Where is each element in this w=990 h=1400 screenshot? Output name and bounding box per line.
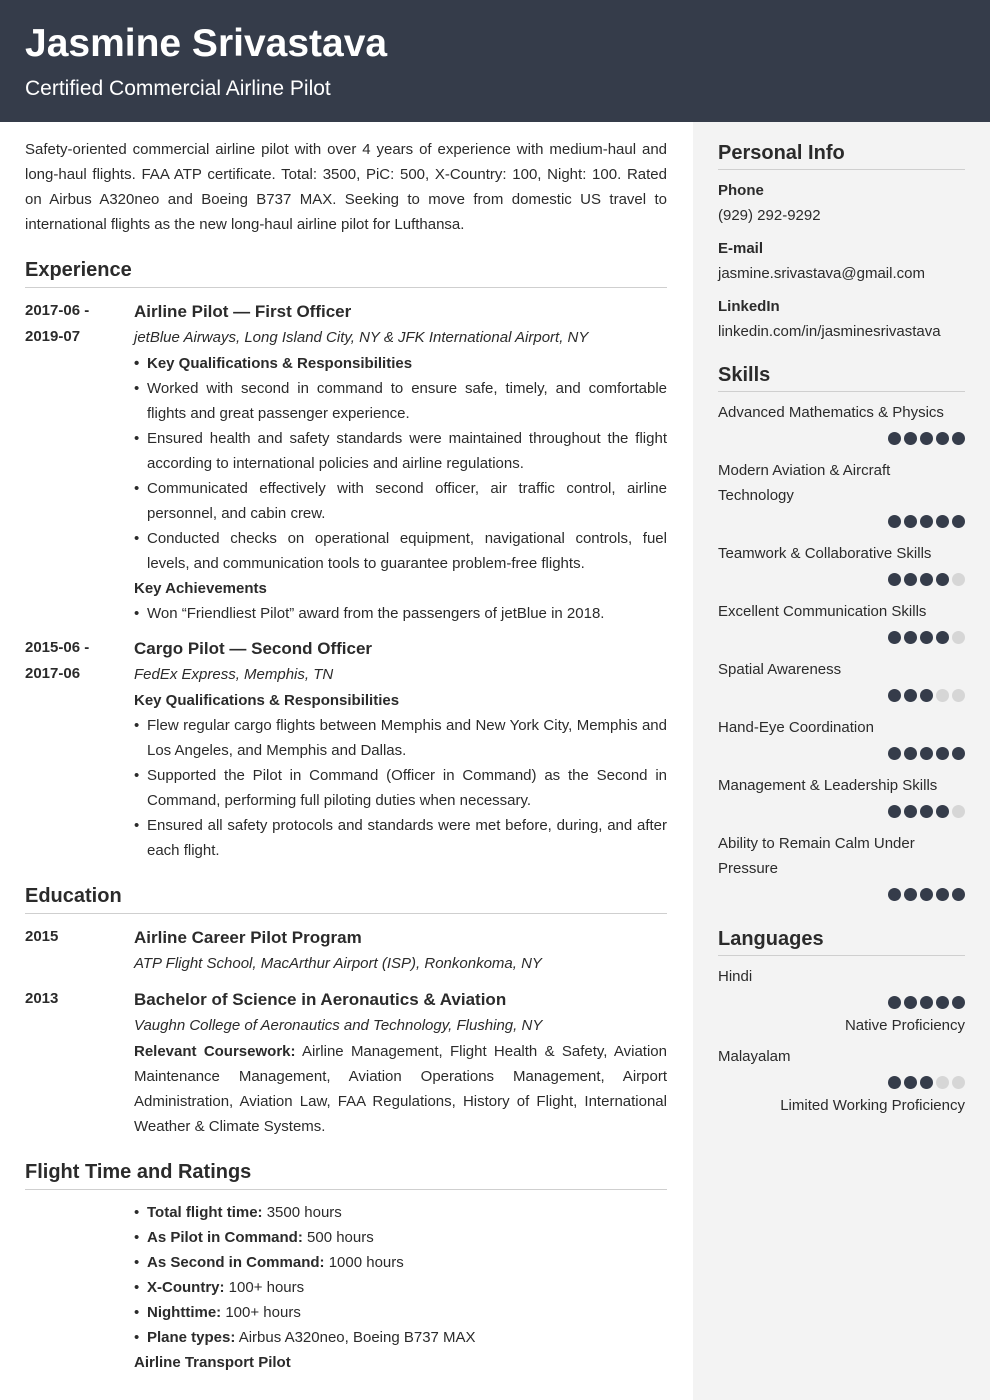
skill-item (718, 458, 965, 532)
flight-time-item: • Nighttime: 100+ hours (134, 1300, 667, 1325)
school-name: ATP Flight School, MacArthur Airport (ISP), Ronkonkoma, NY (134, 955, 542, 972)
rating-dot-empty (936, 1076, 949, 1089)
flight-time-item: • As Pilot in Command: 500 hours (134, 1225, 667, 1250)
degree-title: Airline Career Pilot Program (134, 928, 362, 947)
education-year: 2015 (25, 928, 59, 945)
skill-name: Advanced Mathematics & Physics (718, 404, 944, 421)
rating-dot-filled (936, 631, 949, 644)
skill-item (718, 773, 965, 822)
education-heading: Education (25, 883, 667, 914)
rating-dot-filled (888, 515, 901, 528)
job-date-start: 2017-06 - (25, 302, 90, 319)
languages-heading: Languages (718, 926, 965, 956)
skill-item (718, 541, 965, 590)
language-level: Native Proficiency (844, 1017, 965, 1034)
rating-dot-filled (920, 573, 933, 586)
skill-item (718, 400, 965, 449)
resume-header (0, 0, 990, 122)
rating-dot-filled (888, 996, 901, 1009)
rating-dot-empty (952, 1076, 965, 1089)
coursework-label: Relevant Coursework: (134, 1043, 296, 1060)
rating-dot-filled (904, 573, 917, 586)
education-year: 2013 (25, 990, 59, 1007)
skill-name: Management & Leadership Skills (718, 777, 938, 794)
skill-name: Hand-Eye Coordination (718, 719, 874, 736)
linkedin-label: LinkedIn (718, 298, 780, 315)
skill-rating (718, 427, 965, 449)
flight-time-heading: Flight Time and Ratings (25, 1159, 667, 1190)
rating-dot-filled (904, 432, 917, 445)
candidate-title: Certified Commercial Airline Pilot (25, 77, 331, 100)
sidebar (718, 140, 965, 1124)
language-level: Limited Working Proficiency (780, 1097, 965, 1114)
rating-dot-empty (952, 573, 965, 586)
achievement-item: • Won “Friendliest Pilot” award from the passengers of jetBlue in 2018. (134, 601, 667, 626)
rating-dot-filled (920, 888, 933, 901)
coursework-list: Airline Management, Flight Health & Safety, Aviation Maintenance Management, Aviation Operations Management, Airport Administration, Aviation Law, FAA Regulations, History of Flight, International Weather & Climate Systems. (134, 1043, 667, 1135)
rating-dot-filled (952, 996, 965, 1009)
skill-name: Excellent Communication Skills (718, 603, 927, 620)
rating-dot-filled (904, 747, 917, 760)
rating-dot-filled (888, 689, 901, 702)
language-rating (718, 1071, 965, 1093)
job-title: Airline Pilot — First Officer (134, 302, 352, 321)
rating-dot-filled (936, 996, 949, 1009)
rating-dot-empty (952, 805, 965, 818)
skill-rating (718, 800, 965, 822)
flight-time-item: • Total flight time: 3500 hours (134, 1200, 667, 1225)
responsibility-item: • Worked with second in command to ensure safe, timely, and comfortable flights and great passenger experience. (134, 376, 667, 426)
responsibility-item: • Flew regular cargo flights between Memphis and New York City, Memphis and Los Angeles, and Memphis and Dallas. (134, 713, 667, 763)
rating-dot-filled (936, 573, 949, 586)
flight-time-entry (25, 1200, 667, 1375)
rating-dot-filled (888, 432, 901, 445)
job-company: FedEx Express, Memphis, TN (134, 666, 334, 683)
job-company: jetBlue Airways, Long Island City, NY & JFK International Airport, NY (134, 329, 589, 346)
rating-dot-filled (904, 631, 917, 644)
rating-dot-filled (904, 996, 917, 1009)
language-name: Hindi (718, 968, 753, 985)
responsibility-item: • Conducted checks on operational equipment, navigational controls, fuel levels, and communication tools to guarantee problem-free flights. (134, 526, 667, 576)
rating-dot-filled (904, 515, 917, 528)
rating-dot-filled (952, 747, 965, 760)
rating-dot-filled (888, 1076, 901, 1089)
responsibility-item: • Supported the Pilot in Command (Officer in Command) as the Second in Command, performing full piloting duties when necessary. (134, 763, 667, 813)
skill-rating (718, 626, 965, 648)
responsibilities-heading: • Key Qualifications & Responsibilities (134, 351, 667, 376)
flight-time-item: • X-Country: 100+ hours (134, 1275, 667, 1300)
phone-value: (929) 292-9292 (718, 207, 821, 224)
job-date-start: 2015-06 - (25, 639, 90, 656)
rating-dot-filled (920, 996, 933, 1009)
flight-time-item: • Plane types: Airbus A320neo, Boeing B737 MAX (134, 1325, 667, 1350)
job-dates (25, 298, 134, 626)
job-title: Cargo Pilot — Second Officer (134, 639, 373, 658)
skill-item (718, 599, 965, 648)
job-entry (25, 635, 667, 863)
skill-name: Ability to Remain Calm Under Pressure (718, 835, 915, 877)
skill-rating (718, 510, 965, 532)
rating-dot-filled (904, 1076, 917, 1089)
skill-rating (718, 742, 965, 764)
rating-dot-filled (888, 631, 901, 644)
skill-name: Teamwork & Collaborative Skills (718, 545, 932, 562)
rating-dot-filled (936, 747, 949, 760)
skill-item (718, 831, 965, 905)
rating-dot-empty (952, 631, 965, 644)
rating-dot-filled (888, 888, 901, 901)
skill-rating (718, 568, 965, 590)
rating-dot-filled (920, 1076, 933, 1089)
skill-name: Modern Aviation & Aircraft Technology (718, 462, 891, 504)
rating-dot-filled (920, 432, 933, 445)
profile-summary: Safety-oriented commercial airline pilot with over 4 years of experience with medium-haul and long-haul flights. FAA ATP certificate. Total: 3500, PiC: 500, X-Country: 100, Night: 100. Rated on Airbus A320neo and Boeing B737 MAX. Seeking to move from domestic US travel to international flights as the new long-haul airline pilot for Lufthansa. (25, 141, 667, 233)
job-date-end: 2019-07 (25, 328, 81, 345)
rating-dot-filled (888, 805, 901, 818)
rating-dot-empty (936, 689, 949, 702)
rating-dot-filled (904, 689, 917, 702)
job-entry (25, 298, 667, 626)
license-type: Airline Transport Pilot (134, 1354, 291, 1371)
rating-dot-filled (952, 888, 965, 901)
rating-dot-filled (952, 515, 965, 528)
rating-dot-filled (936, 805, 949, 818)
responsibility-item: • Communicated effectively with second officer, air traffic control, airline personnel, and cabin crew. (134, 476, 667, 526)
rating-dot-filled (888, 747, 901, 760)
language-item (718, 964, 965, 1038)
job-date-end: 2017-06 (25, 665, 81, 682)
experience-heading: Experience (25, 257, 667, 288)
rating-dot-empty (952, 689, 965, 702)
responsibility-item: • Ensured all safety protocols and standards were met before, during, and after each flight. (134, 813, 667, 863)
language-name: Malayalam (718, 1048, 791, 1065)
language-item (718, 1044, 965, 1118)
responsibility-item: • Ensured health and safety standards were maintained throughout the flight according to international policies and airline regulations. (134, 426, 667, 476)
candidate-name: Jasmine Srivastava (25, 22, 388, 65)
rating-dot-filled (920, 747, 933, 760)
main-column (25, 137, 667, 1375)
rating-dot-filled (936, 515, 949, 528)
rating-dot-filled (920, 631, 933, 644)
skills-list (718, 400, 965, 905)
rating-dot-filled (936, 888, 949, 901)
email-label: E-mail (718, 240, 764, 257)
skills-heading: Skills (718, 362, 965, 392)
personal-info-heading: Personal Info (718, 140, 965, 170)
school-name: Vaughn College of Aeronautics and Technology, Flushing, NY (134, 1017, 543, 1034)
language-rating (718, 991, 965, 1013)
flight-time-item: • As Second in Command: 1000 hours (134, 1250, 667, 1275)
skill-item (718, 657, 965, 706)
degree-title: Bachelor of Science in Aeronautics & Aviation (134, 990, 507, 1009)
rating-dot-filled (920, 805, 933, 818)
job-dates (25, 635, 134, 863)
achievements-heading: Key Achievements (134, 580, 267, 597)
rating-dot-filled (920, 689, 933, 702)
coursework (134, 1039, 667, 1139)
skill-rating (718, 883, 965, 905)
rating-dot-filled (888, 573, 901, 586)
rating-dot-filled (904, 888, 917, 901)
skill-name: Spatial Awareness (718, 661, 842, 678)
email-value: jasmine.srivastava@gmail.com (718, 265, 925, 282)
education-entry (25, 924, 667, 977)
skill-rating (718, 684, 965, 706)
rating-dot-filled (952, 432, 965, 445)
education-entry (25, 986, 667, 1139)
rating-dot-filled (920, 515, 933, 528)
responsibilities-heading: Key Qualifications & Responsibilities (134, 692, 400, 709)
phone-label: Phone (718, 182, 764, 199)
rating-dot-filled (904, 805, 917, 818)
rating-dot-filled (936, 432, 949, 445)
linkedin-value: linkedin.com/in/jasminesrivastava (718, 323, 941, 340)
skill-item (718, 715, 965, 764)
